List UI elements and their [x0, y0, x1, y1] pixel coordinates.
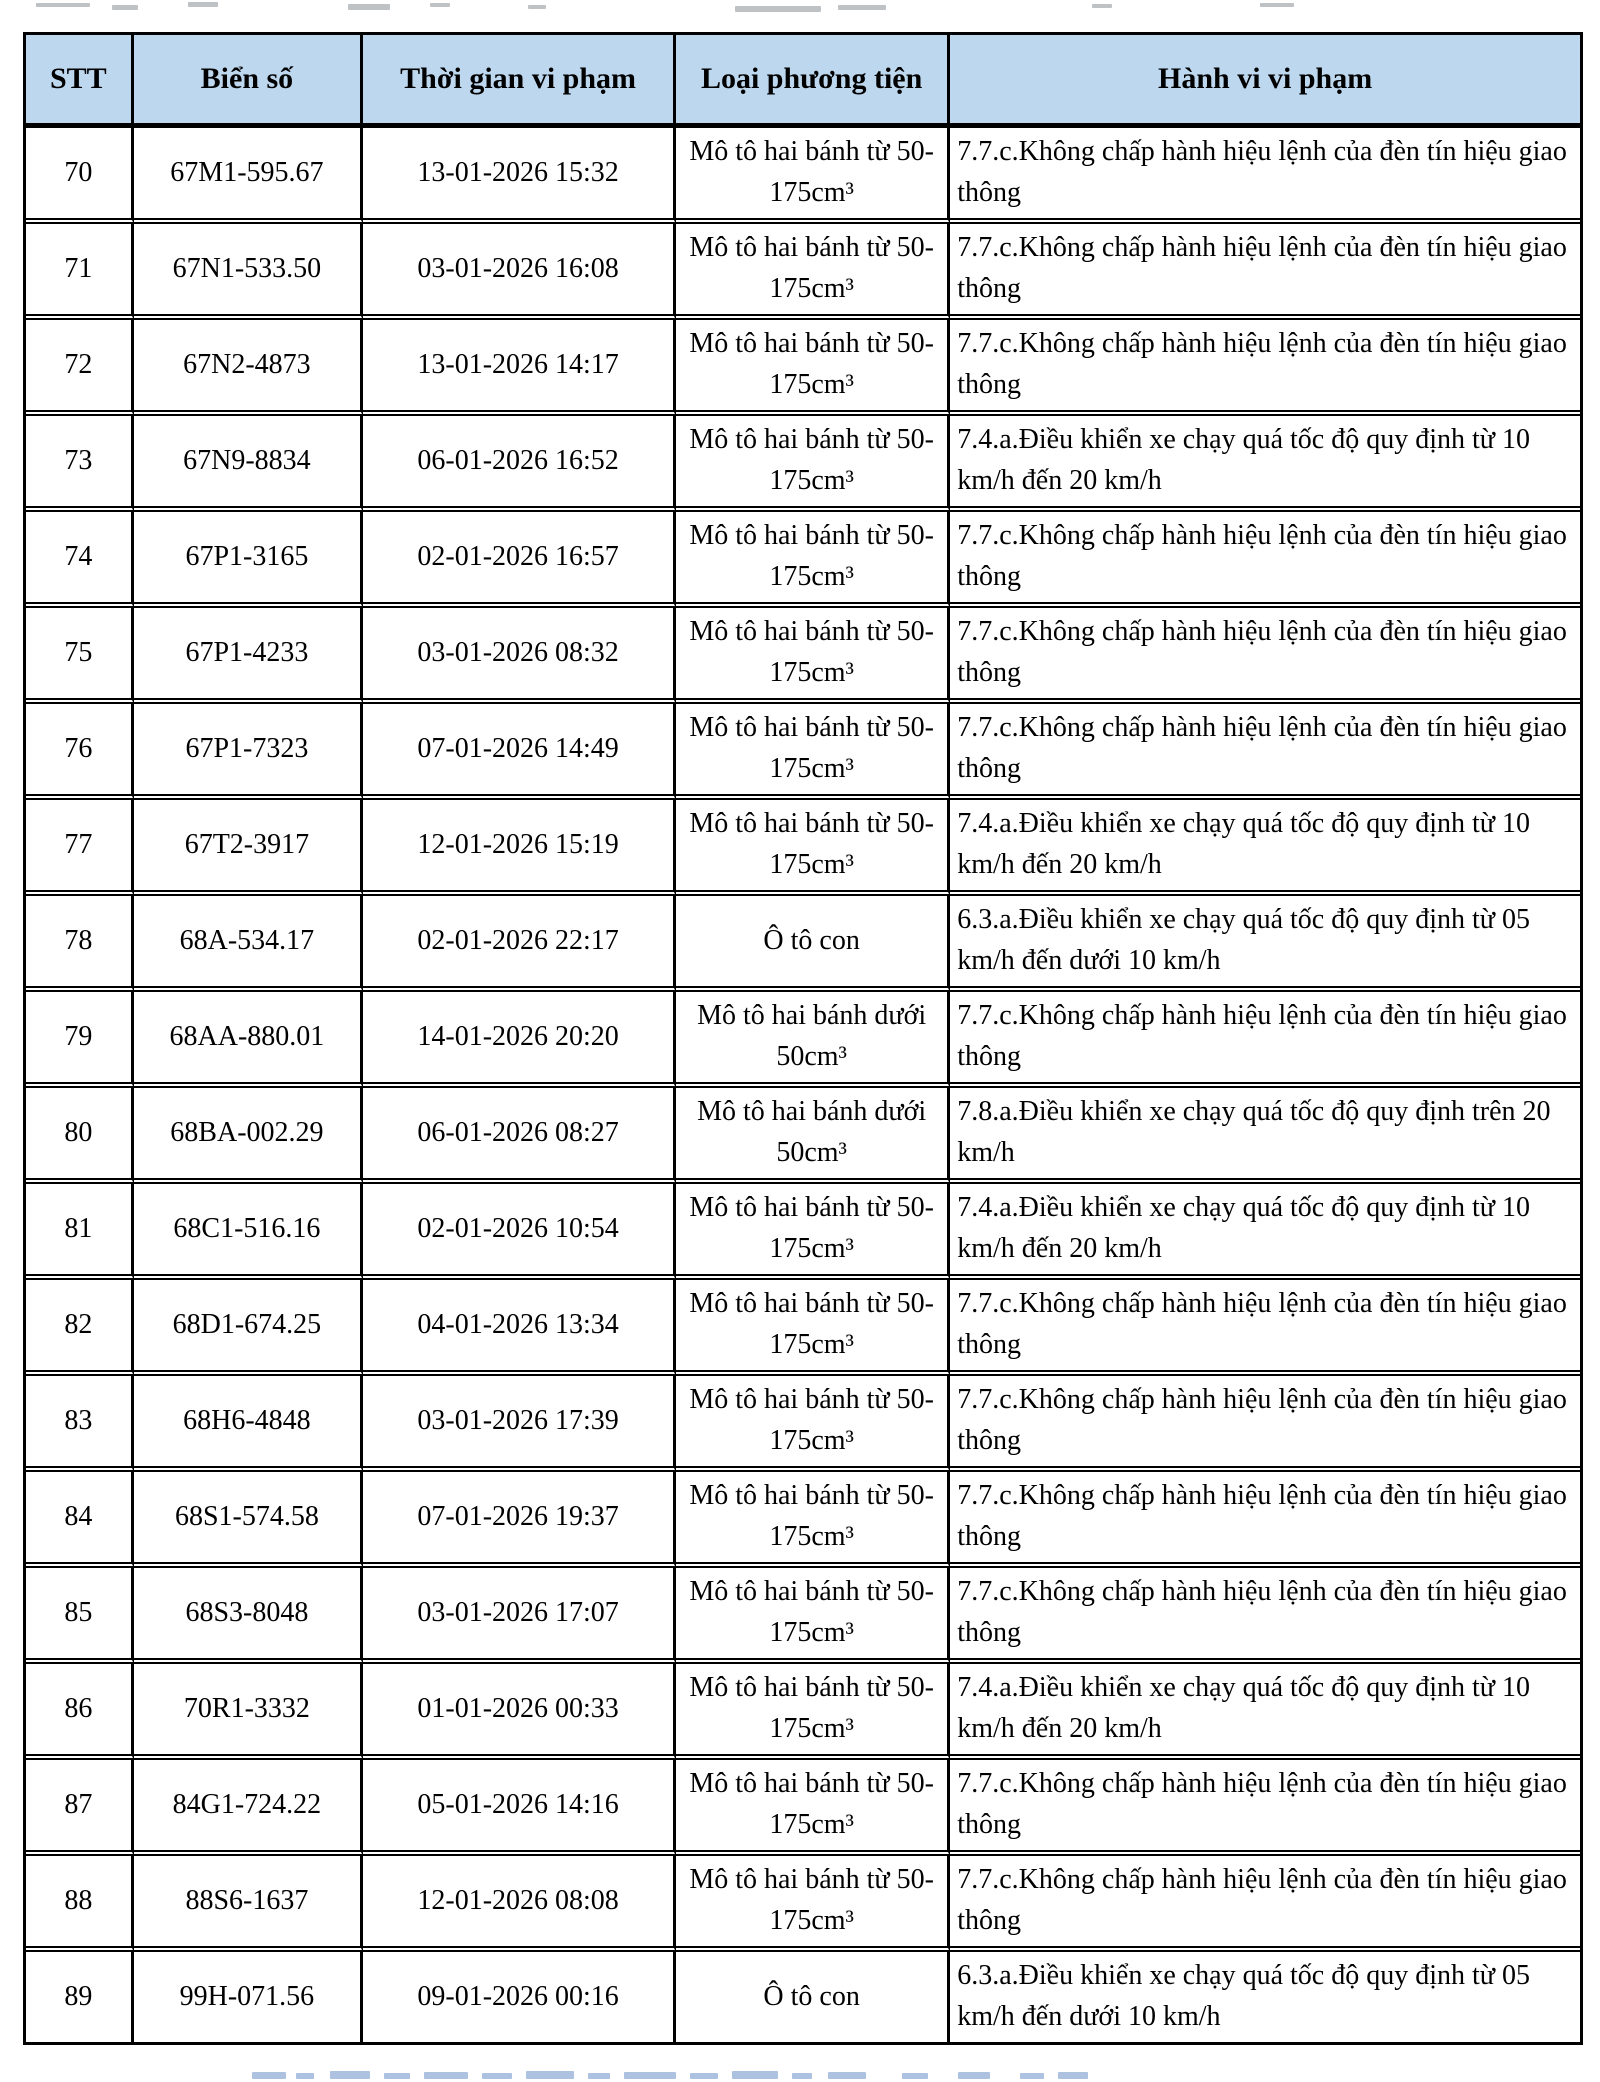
header-stt: STT: [26, 35, 134, 128]
cell-time: 02-01-2026 22:17: [363, 896, 676, 992]
cell-stt: 86: [26, 1664, 134, 1760]
cell-stt: 71: [26, 224, 134, 320]
cell-plate: 68C1-516.16: [134, 1184, 364, 1280]
cell-time: 12-01-2026 08:08: [363, 1856, 676, 1952]
table-row: [26, 1472, 1580, 1568]
cell-stt: 89: [26, 1952, 134, 2042]
violation-table-header: [26, 35, 1580, 128]
cell-stt: 84: [26, 1472, 134, 1568]
cell-stt: 76: [26, 704, 134, 800]
cell-vehicle: Mô tô hai bánh từ 50-175cm³: [676, 1376, 950, 1472]
cell-vehicle: Mô tô hai bánh từ 50-175cm³: [676, 1472, 950, 1568]
table-row: [26, 128, 1580, 224]
cell-time: 01-01-2026 00:33: [363, 1664, 676, 1760]
cell-plate: 88S6-1637: [134, 1856, 364, 1952]
cell-plate: 67M1-595.67: [134, 128, 364, 224]
table-row: [26, 992, 1580, 1088]
header-violation: Hành vi vi phạm: [950, 35, 1580, 128]
cell-time: 03-01-2026 17:39: [363, 1376, 676, 1472]
cell-plate: 68AA-880.01: [134, 992, 364, 1088]
cell-plate: 68BA-002.29: [134, 1088, 364, 1184]
cell-vehicle: Mô tô hai bánh dưới 50cm³: [676, 992, 950, 1088]
table-row: [26, 1952, 1580, 2042]
cell-violation: 7.7.c.Không chấp hành hiệu lệnh của đèn tín hiệu giao thông: [950, 224, 1580, 320]
header-plate: Biển số: [134, 35, 364, 128]
table-row: [26, 512, 1580, 608]
cell-vehicle: Mô tô hai bánh từ 50-175cm³: [676, 224, 950, 320]
cell-vehicle: Mô tô hai bánh từ 50-175cm³: [676, 1664, 950, 1760]
table-row: [26, 224, 1580, 320]
cell-plate: 99H-071.56: [134, 1952, 364, 2042]
cell-vehicle: Ô tô con: [676, 896, 950, 992]
cell-vehicle: Mô tô hai bánh từ 50-175cm³: [676, 512, 950, 608]
cell-violation: 7.4.a.Điều khiển xe chạy quá tốc độ quy định từ 10 km/h đến 20 km/h: [950, 416, 1580, 512]
cell-vehicle: Mô tô hai bánh từ 50-175cm³: [676, 1568, 950, 1664]
cell-vehicle: Mô tô hai bánh từ 50-175cm³: [676, 1184, 950, 1280]
cell-stt: 81: [26, 1184, 134, 1280]
cell-violation: 7.4.a.Điều khiển xe chạy quá tốc độ quy định từ 10 km/h đến 20 km/h: [950, 800, 1580, 896]
cell-stt: 79: [26, 992, 134, 1088]
cell-time: 02-01-2026 16:57: [363, 512, 676, 608]
cell-plate: 68S1-574.58: [134, 1472, 364, 1568]
cell-plate: 67N2-4873: [134, 320, 364, 416]
cell-plate: 84G1-724.22: [134, 1760, 364, 1856]
cell-violation: 7.7.c.Không chấp hành hiệu lệnh của đèn tín hiệu giao thông: [950, 512, 1580, 608]
cell-stt: 80: [26, 1088, 134, 1184]
cell-stt: 78: [26, 896, 134, 992]
cell-violation: 7.7.c.Không chấp hành hiệu lệnh của đèn tín hiệu giao thông: [950, 608, 1580, 704]
cell-plate: 67T2-3917: [134, 800, 364, 896]
cell-violation: 7.7.c.Không chấp hành hiệu lệnh của đèn tín hiệu giao thông: [950, 1760, 1580, 1856]
cell-time: 04-01-2026 13:34: [363, 1280, 676, 1376]
cell-time: 06-01-2026 08:27: [363, 1088, 676, 1184]
table-row: [26, 416, 1580, 512]
table-row: [26, 800, 1580, 896]
cell-plate: 68D1-674.25: [134, 1280, 364, 1376]
table-row: [26, 1184, 1580, 1280]
header-vehicle: Loại phương tiện: [676, 35, 950, 128]
cell-time: 07-01-2026 19:37: [363, 1472, 676, 1568]
cell-stt: 88: [26, 1856, 134, 1952]
cell-violation: 6.3.a.Điều khiển xe chạy quá tốc độ quy định từ 05 km/h đến dưới 10 km/h: [950, 1952, 1580, 2042]
cell-vehicle: Mô tô hai bánh từ 50-175cm³: [676, 608, 950, 704]
cell-stt: 73: [26, 416, 134, 512]
cell-violation: 7.7.c.Không chấp hành hiệu lệnh của đèn tín hiệu giao thông: [950, 1568, 1580, 1664]
table-row: [26, 704, 1580, 800]
cell-violation: 7.7.c.Không chấp hành hiệu lệnh của đèn tín hiệu giao thông: [950, 1856, 1580, 1952]
cell-vehicle: Ô tô con: [676, 1952, 950, 2042]
cell-plate: 67P1-4233: [134, 608, 364, 704]
cell-violation: 6.3.a.Điều khiển xe chạy quá tốc độ quy định từ 05 km/h đến dưới 10 km/h: [950, 896, 1580, 992]
cell-stt: 85: [26, 1568, 134, 1664]
cell-stt: 75: [26, 608, 134, 704]
cell-time: 09-01-2026 00:16: [363, 1952, 676, 2042]
cell-vehicle: Mô tô hai bánh từ 50-175cm³: [676, 128, 950, 224]
cell-time: 03-01-2026 16:08: [363, 224, 676, 320]
cell-plate: 67P1-7323: [134, 704, 364, 800]
cell-stt: 82: [26, 1280, 134, 1376]
cell-time: 02-01-2026 10:54: [363, 1184, 676, 1280]
cell-time: 13-01-2026 14:17: [363, 320, 676, 416]
cell-violation: 7.7.c.Không chấp hành hiệu lệnh của đèn tín hiệu giao thông: [950, 1472, 1580, 1568]
cell-violation: 7.7.c.Không chấp hành hiệu lệnh của đèn tín hiệu giao thông: [950, 320, 1580, 416]
cell-plate: 68A-534.17: [134, 896, 364, 992]
cell-violation: 7.8.a.Điều khiển xe chạy quá tốc độ quy định trên 20 km/h: [950, 1088, 1580, 1184]
cell-plate: 67P1-3165: [134, 512, 364, 608]
cell-time: 13-01-2026 15:32: [363, 128, 676, 224]
cell-vehicle: Mô tô hai bánh từ 50-175cm³: [676, 320, 950, 416]
table-row: [26, 1568, 1580, 1664]
header-time: Thời gian vi phạm: [363, 35, 676, 128]
table-row: [26, 1088, 1580, 1184]
cell-violation: 7.7.c.Không chấp hành hiệu lệnh của đèn tín hiệu giao thông: [950, 1280, 1580, 1376]
cell-time: 05-01-2026 14:16: [363, 1760, 676, 1856]
violation-table: [23, 32, 1583, 2045]
table-row: [26, 1760, 1580, 1856]
cell-time: 03-01-2026 08:32: [363, 608, 676, 704]
cell-stt: 74: [26, 512, 134, 608]
violation-table-body: [26, 128, 1580, 2042]
cell-violation: 7.7.c.Không chấp hành hiệu lệnh của đèn tín hiệu giao thông: [950, 992, 1580, 1088]
cell-time: 06-01-2026 16:52: [363, 416, 676, 512]
cell-plate: 68S3-8048: [134, 1568, 364, 1664]
cell-plate: 70R1-3332: [134, 1664, 364, 1760]
cell-violation: 7.7.c.Không chấp hành hiệu lệnh của đèn tín hiệu giao thông: [950, 704, 1580, 800]
cell-time: 07-01-2026 14:49: [363, 704, 676, 800]
cell-violation: 7.7.c.Không chấp hành hiệu lệnh của đèn tín hiệu giao thông: [950, 128, 1580, 224]
cell-stt: 87: [26, 1760, 134, 1856]
cell-vehicle: Mô tô hai bánh từ 50-175cm³: [676, 1280, 950, 1376]
cell-violation: 7.4.a.Điều khiển xe chạy quá tốc độ quy định từ 10 km/h đến 20 km/h: [950, 1664, 1580, 1760]
table-row: [26, 1280, 1580, 1376]
cell-time: 03-01-2026 17:07: [363, 1568, 676, 1664]
cell-vehicle: Mô tô hai bánh từ 50-175cm³: [676, 1760, 950, 1856]
cell-violation: 7.7.c.Không chấp hành hiệu lệnh của đèn tín hiệu giao thông: [950, 1376, 1580, 1472]
table-row: [26, 1376, 1580, 1472]
cell-vehicle: Mô tô hai bánh từ 50-175cm³: [676, 1856, 950, 1952]
cell-vehicle: Mô tô hai bánh dưới 50cm³: [676, 1088, 950, 1184]
cell-stt: 83: [26, 1376, 134, 1472]
cell-plate: 68H6-4848: [134, 1376, 364, 1472]
cell-vehicle: Mô tô hai bánh từ 50-175cm³: [676, 416, 950, 512]
cell-vehicle: Mô tô hai bánh từ 50-175cm³: [676, 800, 950, 896]
cell-stt: 72: [26, 320, 134, 416]
table-row: [26, 1856, 1580, 1952]
table-row: [26, 1664, 1580, 1760]
table-row: [26, 608, 1580, 704]
cell-time: 12-01-2026 15:19: [363, 800, 676, 896]
cell-stt: 70: [26, 128, 134, 224]
cell-plate: 67N9-8834: [134, 416, 364, 512]
header-row: [26, 35, 1580, 128]
cell-vehicle: Mô tô hai bánh từ 50-175cm³: [676, 704, 950, 800]
table-row: [26, 320, 1580, 416]
table-row: [26, 896, 1580, 992]
cell-plate: 67N1-533.50: [134, 224, 364, 320]
cell-violation: 7.4.a.Điều khiển xe chạy quá tốc độ quy định từ 10 km/h đến 20 km/h: [950, 1184, 1580, 1280]
cell-time: 14-01-2026 20:20: [363, 992, 676, 1088]
cell-stt: 77: [26, 800, 134, 896]
